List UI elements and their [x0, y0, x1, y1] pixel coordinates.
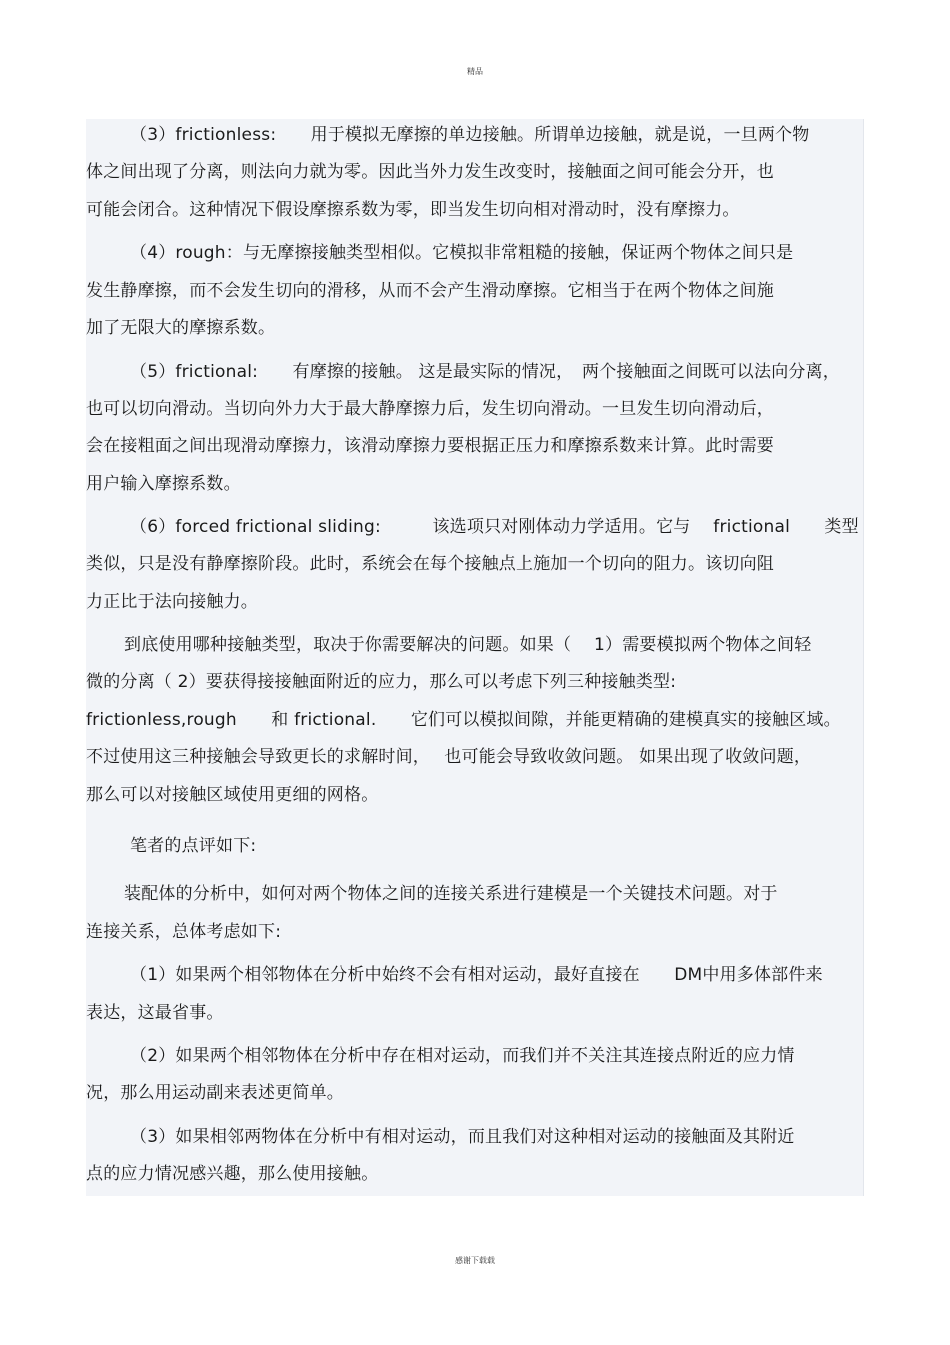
text-line: 那么可以对接触区域使用更细的网格。 [86, 785, 379, 805]
text-line: 到底使用哪种接触类型，取决于你需要解决的问题。如果（ 1）需要模拟两个物体之间轻 [124, 635, 812, 655]
text-line: 也可以切向滑动。当切向外力大于最大静摩擦力后，发生切向滑动。一旦发生切向滑动后， [86, 399, 774, 419]
text-line: 加了无限大的摩擦系数。 [86, 318, 276, 338]
text-line: 况，那么用运动副来表述更简单。 [86, 1083, 344, 1103]
text-line: 类似，只是没有静摩擦阶段。此时，系统会在每个接触点上施加一个切向的阻力。该切向阻 [86, 554, 774, 574]
text-line: 笔者的点评如下: [130, 836, 257, 856]
page-header: 精品 [467, 67, 483, 76]
text-line: 体之间出现了分离，则法向力就为零。因此当外力发生改变时，接触面之间可能会分开，也 [86, 162, 774, 182]
text-line: （3）frictionless: 用于模拟无摩擦的单边接触。所谓单边接触，就是说，一旦两个物 [130, 125, 810, 145]
text-line: frictionless,rough 和 frictional. 它们可以模拟间隙，并能更精确的建模真实的接触区域。 [86, 710, 841, 730]
text-line: 用户输入摩擦系数。 [86, 474, 241, 494]
page-footer: 感谢下载载 [455, 1256, 495, 1265]
text-line: （1）如果两个相邻物体在分析中始终不会有相对运动，最好直接在 DM中用多体部件来 [130, 965, 823, 985]
text-line: 可能会闭合。这种情况下假设摩擦系数为零，即当发生切向相对滑动时，没有摩擦力。 [86, 200, 740, 220]
text-line: （6）forced frictional sliding: 该选项只对刚体动力学适用。它与 frictional 类型 [130, 517, 859, 537]
document-body [86, 119, 864, 1196]
text-line: （3）如果相邻两物体在分析中有相对运动，而且我们对这种相对运动的接触面及其附近 [130, 1127, 795, 1147]
text-line: （4）rough：与无摩擦接触类型相似。它模拟非常粗糙的接触，保证两个物体之间只是 [130, 243, 794, 263]
text-line: 会在接粗面之间出现滑动摩擦力，该滑动摩擦力要根据正压力和摩擦系数来计算。此时需要 [86, 436, 774, 456]
text-line: （2）如果两个相邻物体在分析中存在相对运动，而我们并不关注其连接点附近的应力情 [130, 1046, 795, 1066]
text-line: 装配体的分析中，如何对两个物体之间的连接关系进行建模是一个关键技术问题。对于 [124, 884, 778, 904]
text-line: 表达，这最省事。 [86, 1003, 224, 1023]
text-line: 不过使用这三种接触会导致更长的求解时间， 也可能会导致收敛问题。 如果出现了收敛问题， [86, 747, 812, 767]
text-line: （5）frictional: 有摩擦的接触。 这是最实际的情况， 两个接触面之间既可以法向分离， [130, 362, 840, 382]
text-line: 点的应力情况感兴趣，那么使用接触。 [86, 1164, 379, 1184]
text-line: 连接关系，总体考虑如下: [86, 922, 282, 942]
text-line: 微的分离（ 2）要获得接接触面附近的应力，那么可以考虑下列三种接触类型: [86, 672, 677, 692]
text-line: 力正比于法向接触力。 [86, 592, 258, 612]
text-line: 发生静摩擦，而不会发生切向的滑移，从而不会产生滑动摩擦。它相当于在两个物体之间施 [86, 281, 774, 301]
